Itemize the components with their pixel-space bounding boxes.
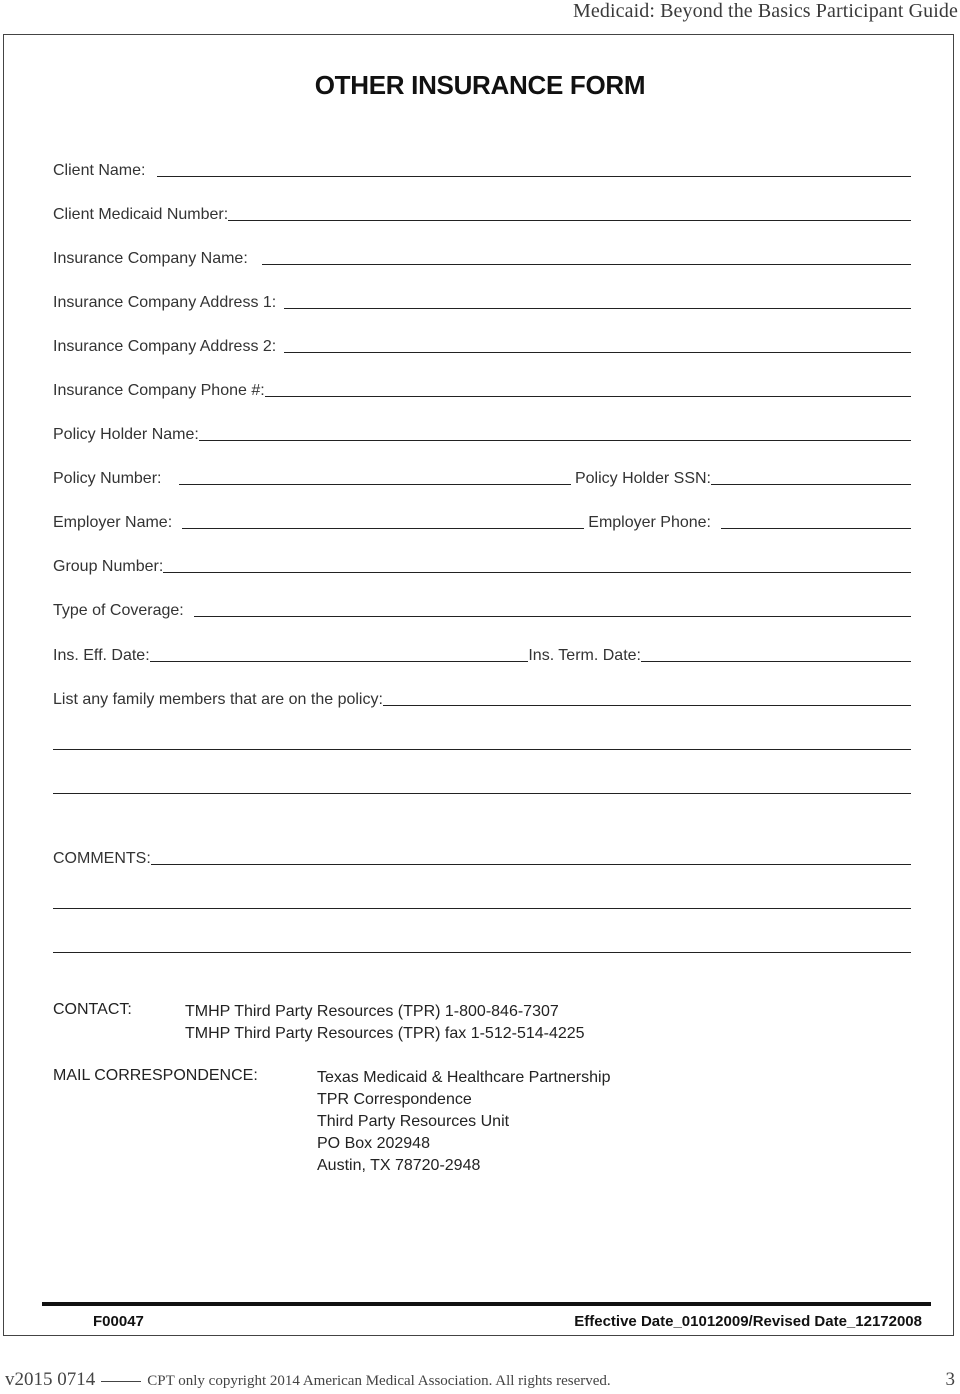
insurance-address-1-label: Insurance Company Address 1:	[53, 294, 277, 311]
copyright-text: CPT only copyright 2014 American Medical Association. All rights reserved.	[147, 1373, 611, 1389]
client-name-row	[53, 158, 911, 180]
family-members-label: List any family members that are on the policy:	[53, 691, 383, 708]
contact-block	[185, 1001, 585, 1045]
comments-row	[53, 846, 911, 868]
client-medicaid-number-row	[53, 202, 911, 224]
form-number: F00047	[93, 1313, 144, 1330]
insurance-address-2-field[interactable]	[284, 351, 911, 353]
family-members-row	[53, 687, 911, 709]
mail-address-block	[317, 1067, 610, 1177]
mail-correspondence-label: MAIL CORRESPONDENCE:	[53, 1067, 258, 1084]
group-number-field[interactable]	[163, 571, 911, 573]
insurance-company-name-row	[53, 246, 911, 268]
ins-eff-date-field[interactable]	[150, 660, 529, 662]
policy-holder-ssn-field[interactable]	[711, 483, 911, 485]
policy-holder-name-row	[53, 422, 911, 444]
comments-line-3[interactable]	[53, 952, 911, 953]
family-members-line-3[interactable]	[53, 793, 911, 794]
page-footer	[5, 1369, 955, 1391]
type-of-coverage-label: Type of Coverage:	[53, 602, 184, 619]
mail-line: PO Box 202948	[317, 1135, 430, 1152]
comments-line-2[interactable]	[53, 908, 911, 909]
insurance-address-1-row	[53, 290, 911, 312]
contact-fax: TMHP Third Party Resources (TPR) fax 1-512-514-4225	[185, 1025, 585, 1042]
effective-date: Effective Date_01012009/Revised Date_12172008	[574, 1313, 922, 1330]
contact-label: CONTACT:	[53, 1001, 132, 1018]
insurance-phone-row	[53, 378, 911, 400]
policy-number-label: Policy Number:	[53, 470, 162, 487]
insurance-dates-row	[53, 643, 911, 665]
mail-line: Austin, TX 78720-2948	[317, 1157, 481, 1174]
ins-term-date-field[interactable]	[641, 660, 911, 662]
form-footer-rule	[42, 1302, 931, 1306]
version-label: v2015 0714	[5, 1369, 96, 1390]
group-number-label: Group Number:	[53, 558, 164, 575]
policy-holder-ssn-label: Policy Holder SSN:	[574, 470, 711, 487]
insurance-company-name-field[interactable]	[262, 263, 911, 265]
employer-name-label: Employer Name:	[53, 514, 173, 531]
employer-row	[53, 510, 911, 532]
mail-line: TPR Correspondence	[317, 1091, 472, 1108]
ins-term-date-label: Ins. Term. Date:	[528, 647, 641, 664]
insurance-company-name-label: Insurance Company Name:	[53, 250, 248, 267]
policy-holder-name-field[interactable]	[199, 439, 911, 441]
insurance-phone-field[interactable]	[265, 395, 911, 397]
comments-field[interactable]	[151, 863, 911, 865]
client-medicaid-number-label: Client Medicaid Number:	[53, 206, 229, 223]
client-name-label: Client Name:	[53, 162, 146, 179]
contact-phone: TMHP Third Party Resources (TPR) 1-800-846-7307	[185, 1003, 559, 1020]
insurance-phone-label: Insurance Company Phone #:	[53, 382, 265, 399]
mail-line: Texas Medicaid & Healthcare Partnership	[317, 1069, 611, 1086]
employer-phone-label: Employer Phone:	[588, 514, 711, 531]
footer-dash	[101, 1381, 141, 1382]
employer-phone-field[interactable]	[721, 527, 911, 529]
family-members-line-2[interactable]	[53, 749, 911, 750]
ins-eff-date-label: Ins. Eff. Date:	[53, 647, 150, 664]
insurance-address-1-field[interactable]	[284, 307, 911, 309]
page-number: 3	[945, 1369, 955, 1390]
type-of-coverage-field[interactable]	[194, 615, 911, 617]
family-members-field[interactable]	[383, 704, 911, 706]
guide-title: Medicaid: Beyond the Basics Participant Guide	[573, 0, 958, 22]
policy-holder-name-label: Policy Holder Name:	[53, 426, 199, 443]
client-name-field[interactable]	[157, 175, 911, 177]
comments-label: COMMENTS:	[53, 850, 151, 867]
type-of-coverage-row	[53, 598, 911, 620]
group-number-row	[53, 554, 911, 576]
client-medicaid-number-field[interactable]	[228, 219, 911, 221]
mail-line: Third Party Resources Unit	[317, 1113, 510, 1130]
insurance-address-2-label: Insurance Company Address 2:	[53, 338, 277, 355]
employer-name-field[interactable]	[182, 527, 584, 529]
insurance-address-2-row	[53, 334, 911, 356]
policy-number-row	[53, 466, 911, 488]
form-title: OTHER INSURANCE FORM	[314, 70, 646, 100]
policy-number-field[interactable]	[179, 483, 570, 485]
